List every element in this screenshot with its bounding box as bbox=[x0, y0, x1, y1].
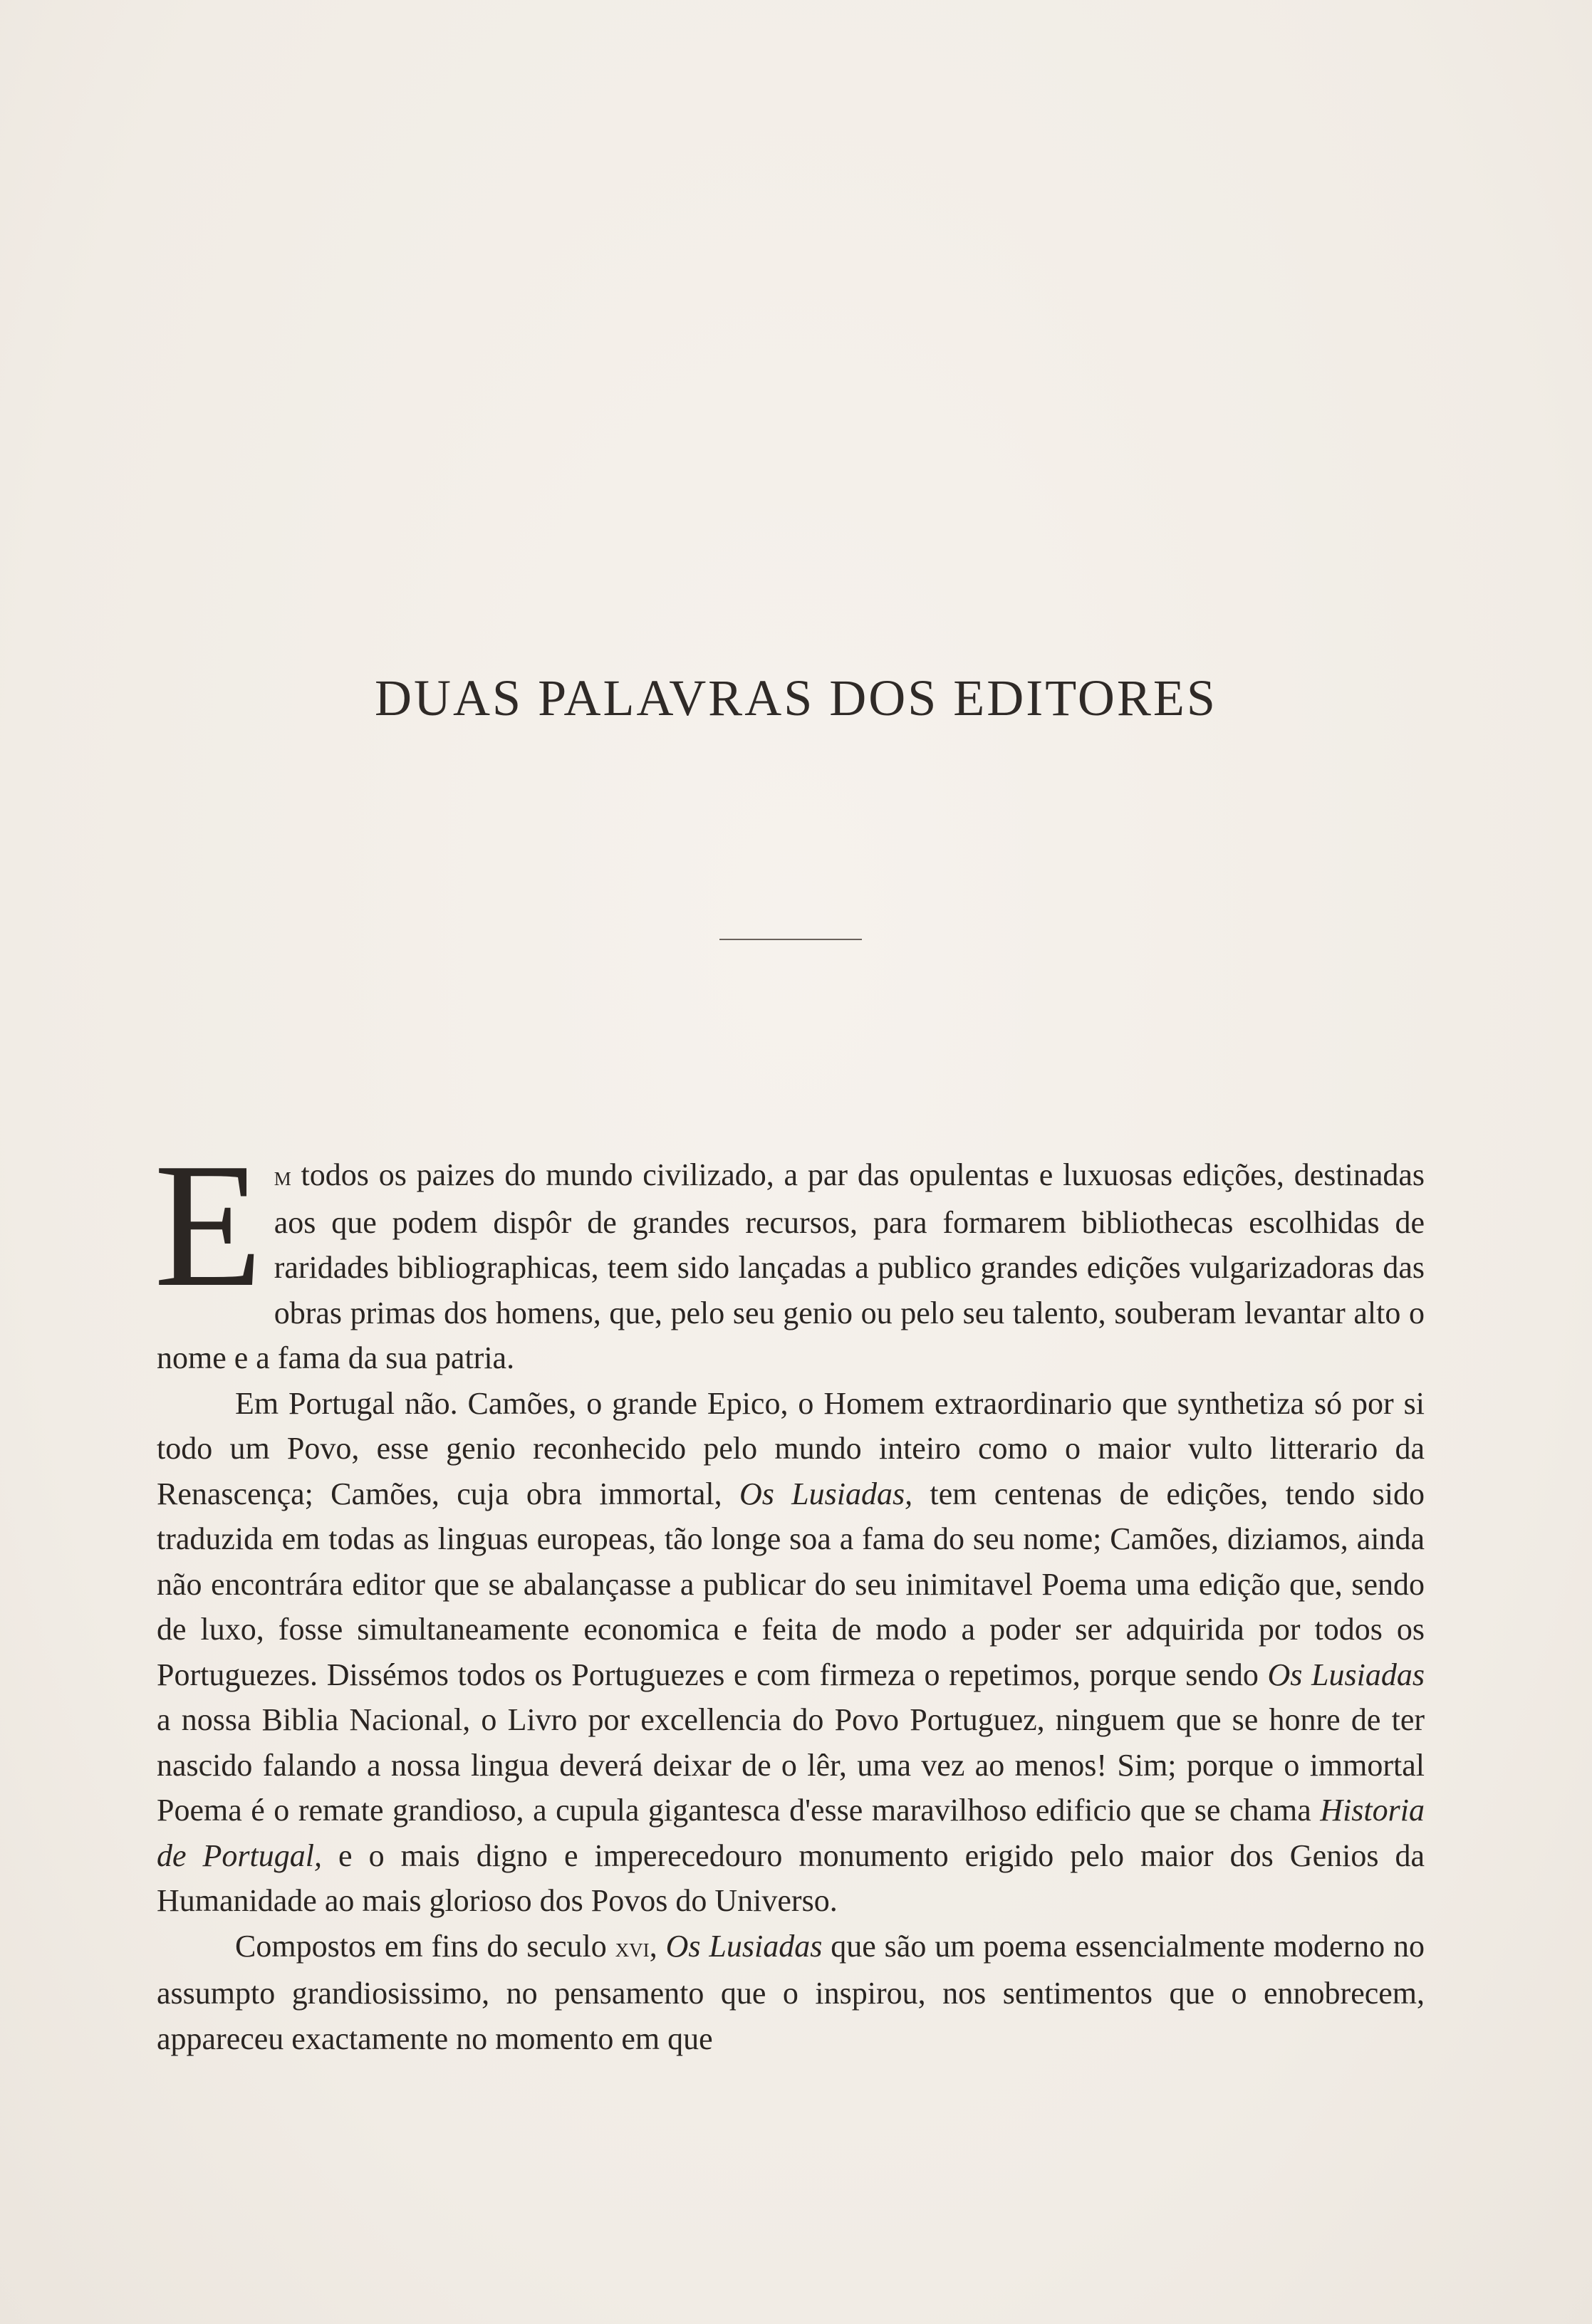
italic-title-os-lusiadas: Os Lusiadas, bbox=[739, 1476, 913, 1511]
first-word-rest: m bbox=[274, 1162, 291, 1192]
page-title: DUAS PALAVRAS DOS EDITORES bbox=[375, 669, 1217, 726]
italic-title-os-lusiadas-3: Os Lusiadas bbox=[665, 1928, 823, 1964]
drop-cap: E bbox=[154, 1127, 263, 1324]
italic-title-os-lusiadas-2: Os Lusiadas bbox=[1267, 1657, 1425, 1692]
paragraph-3-text-a: Compostos em fins do seculo bbox=[235, 1928, 615, 1964]
paragraph-2-text-b: tem centenas de edições, tendo sido traduzida em todas as linguas europeas, tão longe soa a fama do seu nome; Camões, diziamos, ainda não encontrára editor que se abalançasse a publicar do seu inimitavel Poema uma edição que, sendo de luxo, fosse simultaneamente economica e feita de modo a poder ser adquirida por todos os Portuguezes. Dissémos todos os Portuguezes e com firmeza o repetimos, porque sendo bbox=[157, 1476, 1425, 1692]
paragraph-1-text: todos os paizes do mundo civilizado, a par das opulentas e luxuosas edições, destinadas aos que podem dispôr de grandes recursos, para formarem bibliothecas escolhidas de raridades bibliographicas, teem sido lançadas a publico grandes edições vulgarizadoras das obras primas dos homens, que, pelo seu genio ou pelo seu talento, souberam levantar alto o nome e a fama da sua patria. bbox=[157, 1157, 1425, 1375]
paragraph-3-comma: , bbox=[649, 1928, 666, 1964]
paragraph-3-text-b: que são um poema essencialmente moderno no assumpto grandiosissimo, no pensamento que o inspirou, nos sentimentos que o ennobrecem, appareceu exactamente no momento em que bbox=[157, 1928, 1425, 2056]
body-text bbox=[154, 1127, 1425, 2061]
paragraph-2-text-d: e o mais digno e imperecedouro monumento erigido pelo maior dos Genios da Humanidade ao mais glorioso dos Povos do Universo. bbox=[157, 1838, 1425, 1918]
century-numeral: xvi bbox=[615, 1932, 650, 1963]
title-divider bbox=[719, 939, 862, 940]
paragraph-2-text-a: Em Portugal não. Camões, o grande Epico, o Homem extraordinario que synthetiza só por si todo um Povo, esse genio reconhecido pelo mundo inteiro como o maior vulto litterario da Renascença; Camões, cuja obra immortal, bbox=[157, 1385, 1425, 1511]
paragraph-1 bbox=[154, 1127, 1425, 1381]
paragraph-2-text-c: a nossa Biblia Nacional, o Livro por excellencia do Povo Portuguez, ninguem que se honre de ter nascido falando a nossa lingua deverá deixar de o lêr, uma vez ao menos! Sim; porque o immortal Poema é o remate grandioso, a cupula gigantesca d'esse maravilhoso edificio que se chama bbox=[157, 1702, 1425, 1828]
paragraph-2 bbox=[157, 1381, 1425, 1924]
paragraph-3 bbox=[157, 1924, 1425, 2062]
italic-historia-de-portugal: Historia de Portugal, bbox=[157, 1793, 1425, 1873]
